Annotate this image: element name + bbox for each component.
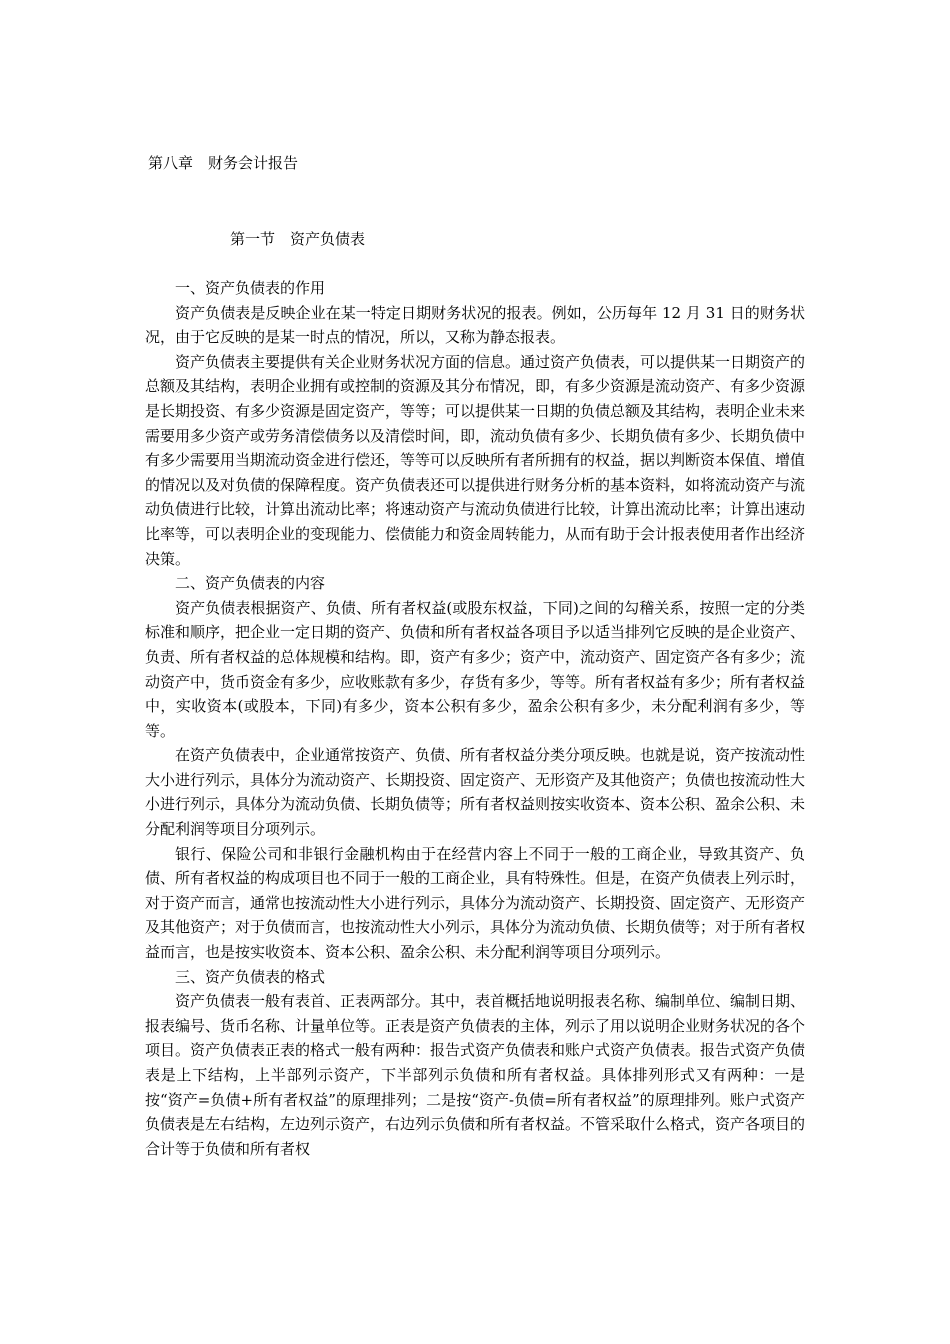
subheading-role: 一、资产负债表的作用 (175, 279, 326, 297)
paragraph: 在资产负债表中，企业通常按资产、负债、所有者权益分类分项反映。也就是说，资产按流动性大小进行列示，具体分为流动资产、长期投资、固定资产、无形资产及其他资产；负债也按流动性大小进行列示，具体分为流动负债、长期负债等；所有者权益则按实收资本、资本公积、盈余公积、未分配利润等项目分项列示。 (145, 746, 806, 839)
paragraph: 资产负债表主要提供有关企业财务状况方面的信息。通过资产负债表，可以提供某一日期资产的总额及其结构，表明企业拥有或控制的资源及其分布情况，即，有多少资源是流动资产、有多少资源是长期投资、有多少资源是固定资产，等等；可以提供某一日期的负债总额及其结构，表明企业未来需要用多少资产或劳务清偿债务以及清偿时间，即，流动负债有多少、长期负债有多少、长期负债中有多少需要用当期流动资金进行偿还，等等可以反映所有者所拥有的权益，据以判断资本保值、增值的情况以及对负债的保障程度。资产负债表还可以提供进行财务分析的基本资料，如将流动资产与流动负债进行比较，计算出流动比率；将速动资产与流动负债进行比较，计算出流动比率；计算出速动比率等，可以表明企业的变现能力、偿债能力和资金周转能力，从而有助于会计报表使用者作出经济决策。 (145, 352, 806, 568)
section-title: 第一节 资产负债表 (230, 230, 366, 248)
chapter-title: 第八章 财务会计报告 (148, 154, 299, 172)
paragraph: 资产负债表一般有表首、正表两部分。其中，表首概括地说明报表名称、编制单位、编制日期、报表编号、货币名称、计量单位等。正表是资产负债表的主体，列示了用以说明企业财务状况的各个项目。资产负债表正表的格式一般有两种：报告式资产负债表和账户式资产负债表。报告式资产负债表是上下结构，上半部列示资产，下半部列示负债和所有者权益。具体排列形式又有两种：一是按“资产=负债+所有者权益”的原理排列；二是按“资产-负债=所有者权益”的原理排列。账户式资产负债表是左右结构，左边列示资产，右边列示负债和所有者权益。不管采取什么格式，资产各项目的合计等于负债和所有者权 (145, 992, 806, 1158)
body-text (145, 276, 805, 1161)
subheading-content: 二、资产负债表的内容 (175, 574, 326, 593)
subheading-format: 三、资产负债表的格式 (175, 967, 326, 986)
paragraph: 资产负债表根据资产、负债、所有者权益(或股东权益，下同)之间的勾稽关系，按照一定的分类标准和顺序，把企业一定日期的资产、负债和所有者权益各项目予以适当排列它反映的是企业资产、负责、所有者权益的总体规模和结构。即，资产有多少；资产中，流动资产、固定资产各有多少；流动资产中，货币资金有多少，应收账款有多少，存货有多少，等等。所有者权益有多少；所有者权益中，实收资本(或股本，下同)有多少，资本公积有多少，盈余公积有多少，未分配利润有多少，等等。 (145, 598, 806, 740)
paragraph: 资产负债表是反映企业在某一特定日期财务状况的报表。例如，公历每年 12 月 31 日的财务状况，由于它反映的是某一时点的情况，所以，又称为静态报表。 (145, 303, 805, 347)
paragraph: 银行、保险公司和非银行金融机构由于在经营内容上不同于一般的工商企业，导致其资产、负债、所有者权益的构成项目也不同于一般的工商企业，具有特殊性。但是，在资产负债表上列示时，对于资产而言，通常也按流动性大小进行列示，具体分为流动资产、长期投资、固定资产、无形资产及其他资产；对于负债而言，也按流动性大小列示，具体分为流动负债、长期负债等；对于所有者权益而言，也是按实收资本、资本公积、盈余公积、未分配利润等项目分项列示。 (145, 844, 806, 962)
